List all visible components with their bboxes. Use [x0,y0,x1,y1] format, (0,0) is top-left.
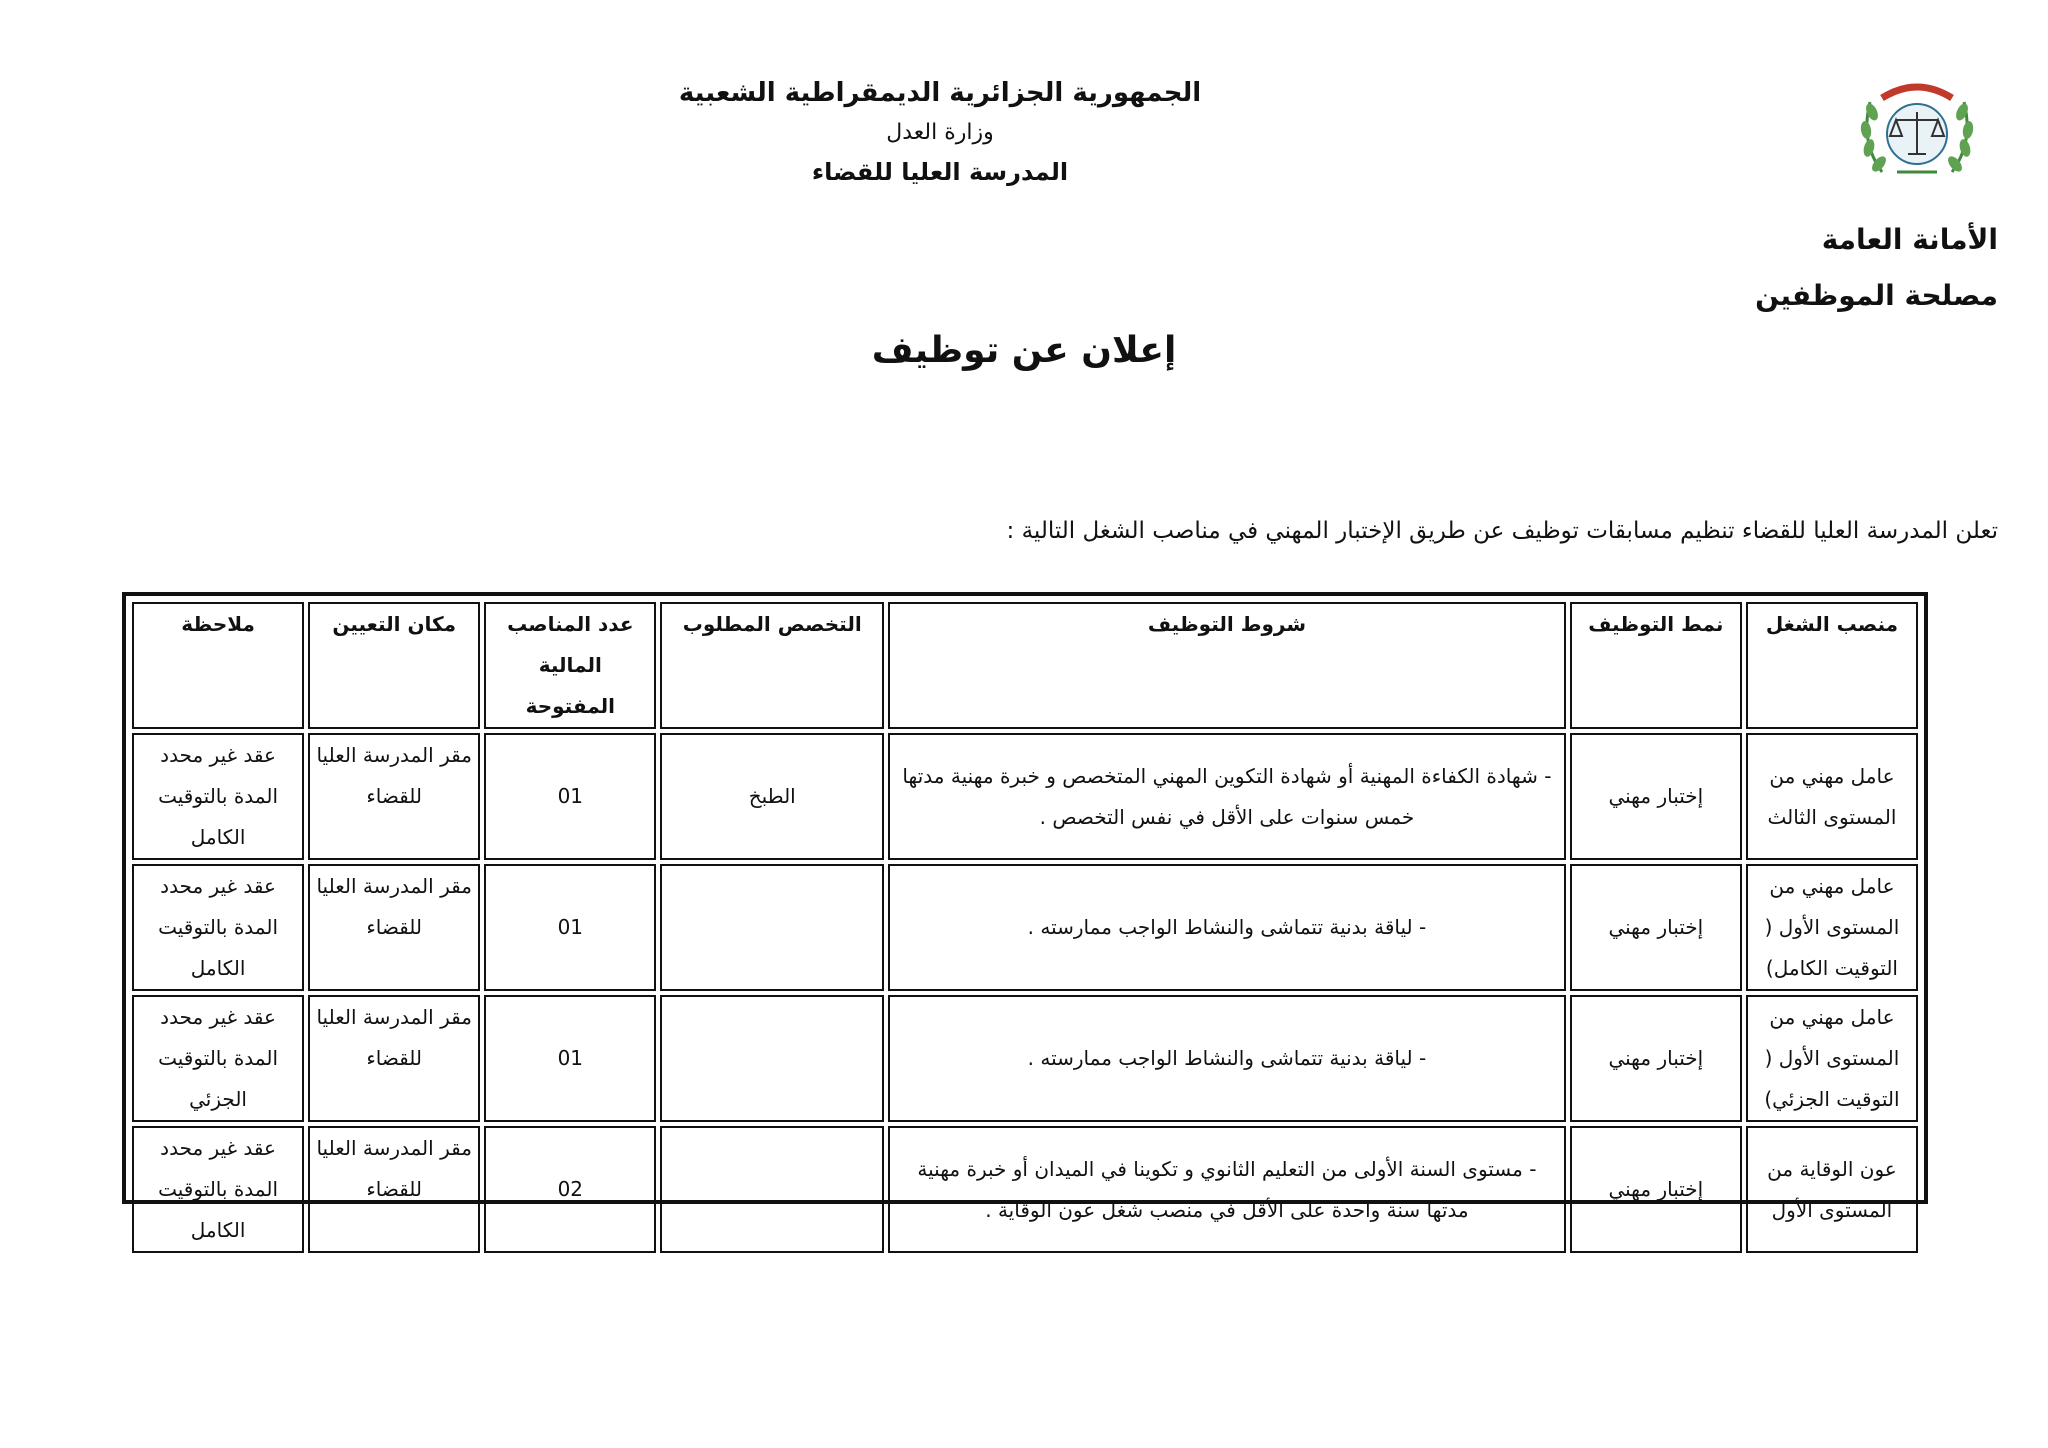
cell-count: 01 [484,733,656,860]
cell-count: 01 [484,864,656,991]
cell-place: مقر المدرسة العليا للقضاء [308,1126,480,1253]
announcement-title: إعلان عن توظيف [871,330,1177,371]
table-row [132,864,1918,991]
positions-grid [128,598,1922,1257]
table-row [132,995,1918,1122]
cell-count: 02 [484,1126,656,1253]
header-conditions: شروط التوظيف [888,602,1566,729]
letterhead-center [640,72,1240,192]
cell-specialty [660,864,884,991]
cell-mode: إختبار مهني [1570,1126,1742,1253]
header-specialty: التخصص المطلوب [660,602,884,729]
table-row [132,1126,1918,1253]
cell-note: عقد غير محدد المدة بالتوقيت الكامل [132,733,304,860]
header-place: مكان التعيين [308,602,480,729]
republic-name: الجمهورية الجزائرية الديمقراطية الشعبية [678,78,1202,108]
staff-service: مصلحة الموظفين [1755,279,1998,312]
general-secretariat: الأمانة العامة [1821,223,1998,256]
issuing-department [1755,212,1998,324]
cell-place: مقر المدرسة العليا للقضاء [308,864,480,991]
cell-conditions: - مستوى السنة الأولى من التعليم الثانوي و تكوينا في الميدان أو خبرة مهنية مدتها سنة واحدة على الأقل في منصب شغل عون الوقاية . [888,1126,1566,1253]
cell-conditions: - لياقة بدنية تتماشى والنشاط الواجب ممارسته . [888,995,1566,1122]
cell-mode: إختبار مهني [1570,995,1742,1122]
school-emblem-scales-icon [1852,72,1982,188]
cell-position: عون الوقاية من المستوى الأول [1746,1126,1918,1253]
table-row [132,733,1918,860]
ministry-name: وزارة العدل [886,120,994,145]
announcement-intro: تعلن المدرسة العليا للقضاء تنظيم مسابقات توظيف عن طريق الإختبار المهني في مناصب الشغل التالية : [1006,518,1998,544]
cell-count: 01 [484,995,656,1122]
table-header-row [132,602,1918,729]
cell-conditions: - شهادة الكفاءة المهنية أو شهادة التكوين المهني المتخصص و خبرة مهنية مدتها خمس سنوات على الأقل في نفس التخصص . [888,733,1566,860]
header-note: ملاحظة [132,602,304,729]
cell-position: عامل مهني من المستوى الثالث [1746,733,1918,860]
cell-position: عامل مهني من المستوى الأول ( التوقيت الجزئي) [1746,995,1918,1122]
cell-note: عقد غير محدد المدة بالتوقيت الكامل [132,864,304,991]
cell-note: عقد غير محدد المدة بالتوقيت الجزئي [132,995,304,1122]
header-position: منصب الشغل [1746,602,1918,729]
header-count: عدد المناصب المالية المفتوحة [484,602,656,729]
cell-position: عامل مهني من المستوى الأول ( التوقيت الكامل) [1746,864,1918,991]
school-name: المدرسة العليا للقضاء [811,158,1069,186]
cell-place: مقر المدرسة العليا للقضاء [308,733,480,860]
positions-table [122,592,1928,1242]
cell-specialty [660,1126,884,1253]
cell-specialty [660,995,884,1122]
cell-mode: إختبار مهني [1570,733,1742,860]
cell-place: مقر المدرسة العليا للقضاء [308,995,480,1122]
cell-note: عقد غير محدد المدة بالتوقيت الكامل [132,1126,304,1253]
cell-mode: إختبار مهني [1570,864,1742,991]
cell-specialty: الطبخ [660,733,884,860]
cell-conditions: - لياقة بدنية تتماشى والنشاط الواجب ممارسته . [888,864,1566,991]
header-mode: نمط التوظيف [1570,602,1742,729]
